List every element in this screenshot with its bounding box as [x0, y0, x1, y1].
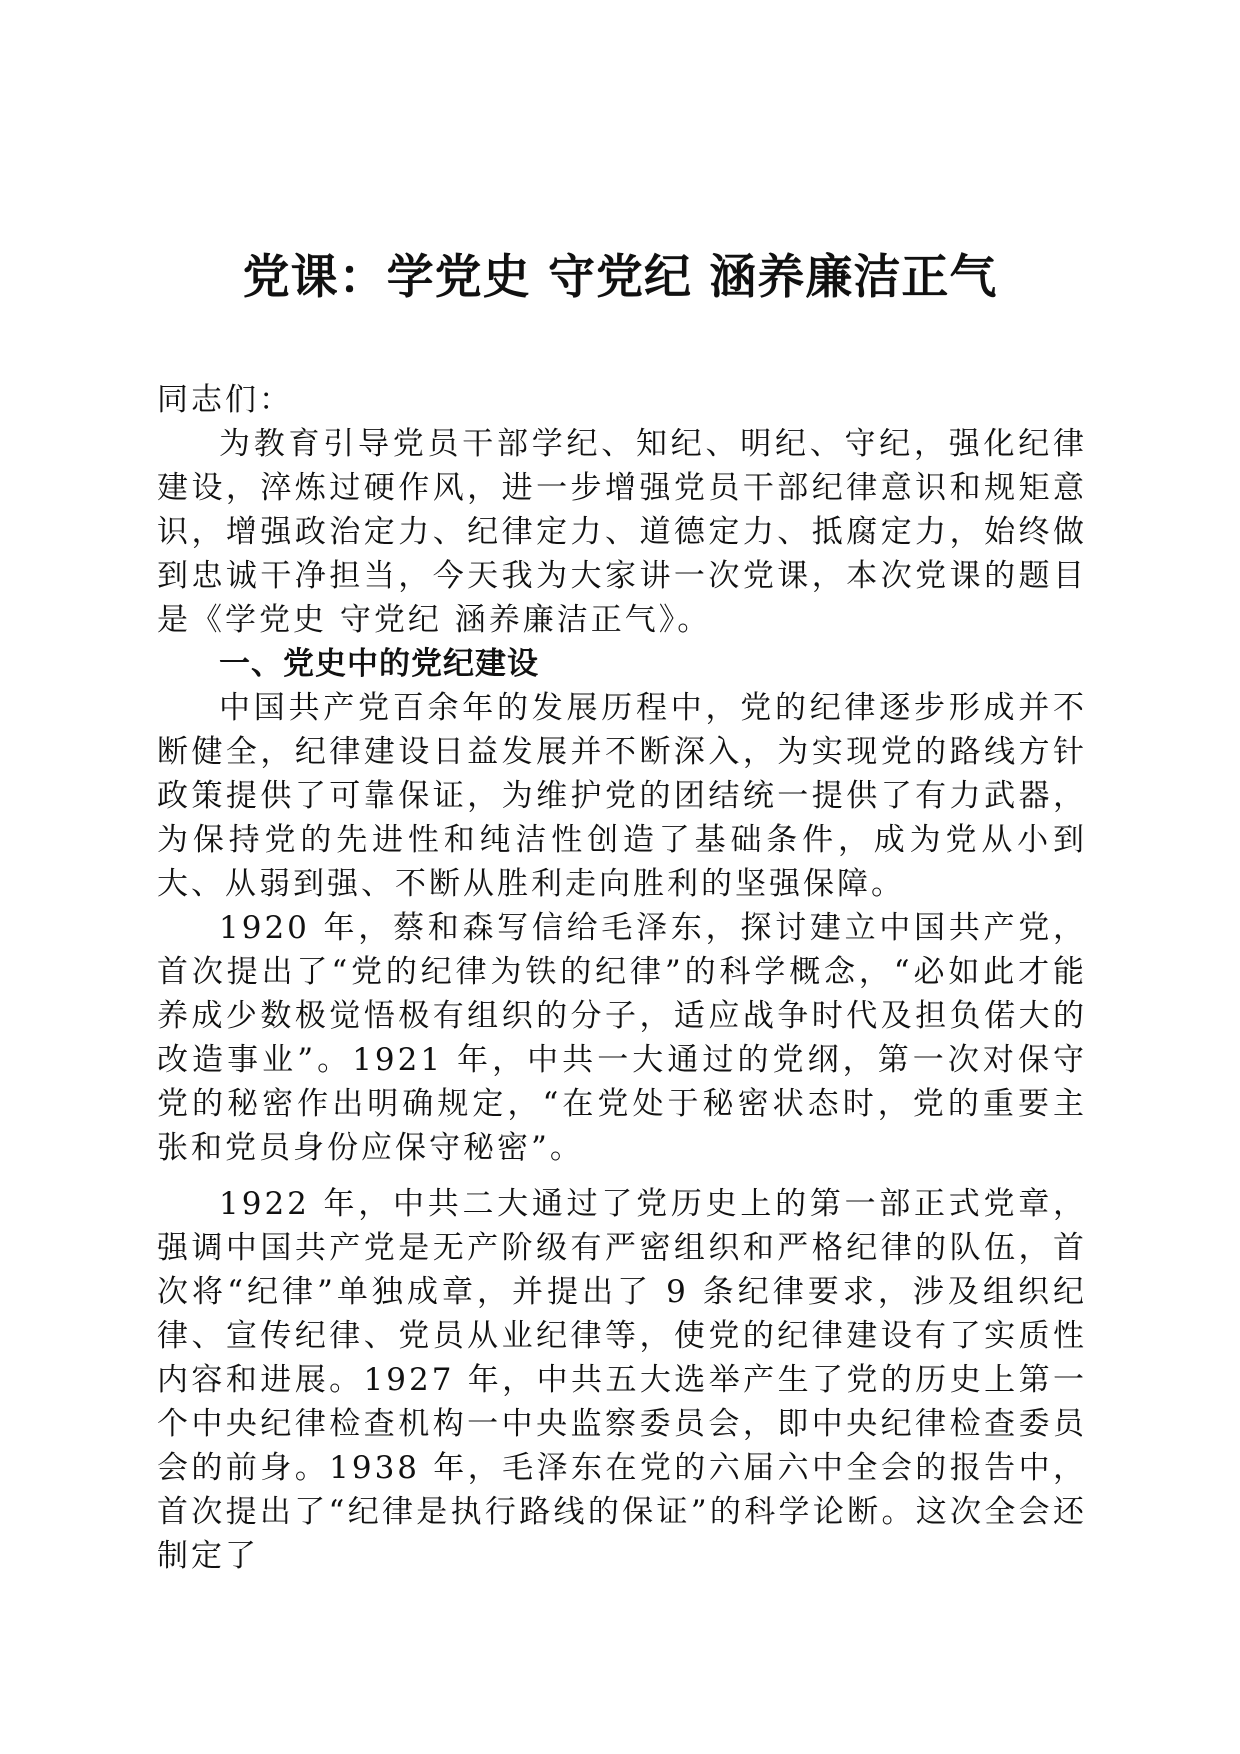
intro-paragraph: 为教育引导党员干部学纪、知纪、明纪、守纪，强化纪律建设，淬炼过硬作风，进一步增强党员干部纪律意识和规矩意识，增强政治定力、纪律定力、道德定力、抵腐定力，始终做到忠诚干净担当，今天我为大家讲一次党课，本次党课的题目是《学党史 守党纪 涵养廉洁正气》。: [157, 426, 1087, 638]
salutation: 同志们：: [157, 382, 293, 418]
section-heading: 一、党史中的党纪建设: [219, 646, 539, 682]
body-paragraph: 1922 年，中共二大通过了党历史上的第一部正式党章，强调中国共产党是无产阶级有严密组织和严格纪律的队伍，首次将“纪律”单独成章，并提出了 9 条纪律要求，涉及组织纪律、宣传纪律、党员从业纪律等，使党的纪律建设有了实质性内容和进展。1927 年，中共五大选举产生了党的历史上第一个中央纪律检查机构一中央监察委员会，即中央纪律检查委员会的前身。1938 年，毛泽东在党的六届六中全会的报告中，首次提出了“纪律是执行路线的保证”的科学论断。这次全会还制定了: [157, 1186, 1087, 1574]
body-paragraph: 1920 年，蔡和森写信给毛泽东，探讨建立中国共产党，首次提出了“党的纪律为铁的纪律”的科学概念，“必如此才能养成少数极觉悟极有组织的分子，适应战争时代及担负偌大的改造事业”。1921 年，中共一大通过的党纲，第一次对保守党的秘密作出明确规定，“在党处于秘密状态时，党的重要主张和党员身份应保守秘密”。: [157, 910, 1087, 1166]
body-paragraph: 中国共产党百余年的发展历程中，党的纪律逐步形成并不断健全，纪律建设日益发展并不断深入，为实现党的路线方针政策提供了可靠保证，为维护党的团结统一提供了有力武器，为保持党的先进性和纯洁性创造了基础条件，成为党从小到大、从弱到强、不断从胜利走向胜利的坚强保障。: [157, 690, 1087, 902]
document-title: 党课：学党史 守党纪 涵养廉洁正气: [242, 250, 998, 305]
document-body: [157, 378, 1087, 1578]
